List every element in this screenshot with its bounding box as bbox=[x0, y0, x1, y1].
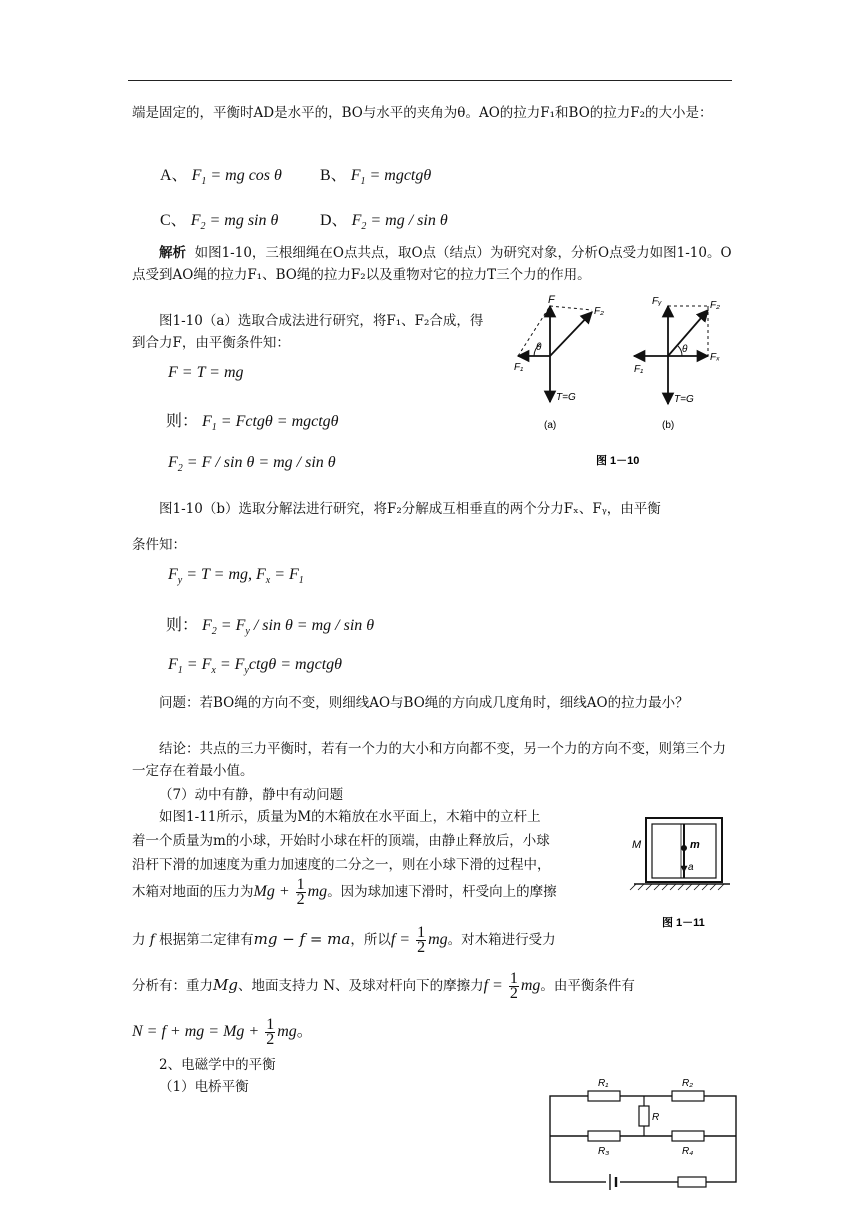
box-line-5-text-c: ，所以 bbox=[350, 932, 391, 949]
label-R1: R₁ bbox=[598, 1078, 609, 1089]
math-f-half: f = $\frac{1}{2}$ mg bbox=[390, 924, 448, 956]
option-a: A、 $F_1$ = mg cos θ bbox=[160, 167, 282, 188]
label-F2-b: F₂ bbox=[710, 300, 720, 311]
box-line-4-text-a: 木箱对地面的压力为 bbox=[132, 884, 254, 901]
method-b-line1: 图1-10（b）选取分解法进行研究，将F₂分解成互相垂直的两个分力Fₓ、Fᵧ，由平衡 bbox=[159, 501, 661, 517]
box-line-6-text-b: 、地面支持力 N、及球对杆向下的摩擦力 bbox=[237, 978, 484, 995]
math-newton: mg − f = ma bbox=[253, 930, 351, 949]
analysis-text: 如图1-10，三根细绳在O点共点，取O点（结点）为研究对象，分析O点受力如图1-10。O点受到AO绳的拉力F₁、BO绳的拉力F₂以及重物对它的拉力T三个力的作用。 bbox=[132, 245, 732, 283]
equation-5: 则： $F_2 = F_y / \sin \theta$ = mg / sin θ bbox=[166, 617, 375, 638]
label-M: M bbox=[632, 839, 642, 851]
option-d: D、 $F_2$ = mg / sin θ bbox=[320, 212, 448, 233]
math-Mg-half: Mg + $\frac{1}{2}$ mg bbox=[253, 876, 328, 908]
label-m: m bbox=[690, 839, 700, 851]
label-Fy: Fᵧ bbox=[652, 296, 662, 307]
box-line-6-text-a: 分析有：重力 bbox=[132, 978, 213, 995]
label-F2: F₂ bbox=[594, 306, 604, 317]
analysis-label: 解析 bbox=[159, 245, 186, 261]
question-paragraph: 问题：若BO绳的方向不变，则细线AO与BO绳的方向成几度角时，细线AO的拉力最小？ bbox=[159, 695, 689, 711]
conclusion-paragraph: 结论：共点的三力平衡时，若有一个力的大小和方向都不变，另一个力的方向不变，则第三个力一定存在着最小值。 bbox=[132, 741, 726, 779]
equation-7: N = f + mg = Mg + $\frac{1}{2}$ mg。 bbox=[132, 1016, 313, 1048]
box-line-6 bbox=[132, 972, 732, 1001]
analysis-paragraph bbox=[132, 242, 732, 286]
option-c: C、 $F_2$ = mg sin θ bbox=[160, 212, 279, 233]
section-7-heading: （7）动中有静，静中有动问题 bbox=[159, 787, 344, 803]
label-theta-b: θ bbox=[682, 344, 688, 355]
box-line-1: 如图1-11所示，质量为M的木箱放在水平面上，木箱中的立杆上 bbox=[159, 809, 541, 825]
method-b-line2: 条件知： bbox=[132, 537, 186, 553]
section-2-heading: 2、电磁学中的平衡 bbox=[159, 1057, 276, 1073]
intro-paragraph: 端是固定的，平衡时AD是水平的，BO与水平的夹角为θ。AO的拉力F₁和BO的拉力F₂的大小是： bbox=[132, 105, 713, 121]
label-T-a: T=G bbox=[556, 392, 576, 403]
equation-4: $F_y = T$ = mg, $F_x = F_1$ bbox=[168, 566, 304, 587]
label-a-accel: a bbox=[688, 862, 694, 873]
equation-2: 则： $F_1$ = Fctgθ = mgctgθ bbox=[166, 413, 339, 434]
label-R2: R₂ bbox=[682, 1078, 694, 1089]
math-f-half-2: f = $\frac{1}{2}$ mg bbox=[483, 970, 541, 1002]
box-line-4 bbox=[132, 878, 622, 907]
box-line-5-text-d: 。对木箱进行受力 bbox=[447, 932, 556, 949]
box-line-5 bbox=[132, 926, 622, 955]
label-F1: F₁ bbox=[514, 362, 524, 373]
equation-1: F = T = mg bbox=[168, 364, 244, 381]
math-f: f bbox=[149, 932, 155, 949]
box-line-3: 沿杆下滑的加速度为重力加速度的二分之一，则在小球下滑的过程中， bbox=[132, 857, 551, 873]
equation-6: $F_1 = F_x = F_yctg\theta$ = mgctgθ bbox=[168, 656, 343, 677]
label-T-b: T=G bbox=[674, 394, 694, 405]
label-F: F bbox=[548, 294, 555, 306]
label-b: (b) bbox=[662, 420, 675, 431]
box-line-6-text-c: 。由平衡条件有 bbox=[540, 978, 635, 995]
figure-1-10-caption: 图 1－10 bbox=[596, 455, 640, 467]
header-rule bbox=[128, 80, 732, 81]
figure-a-diagram bbox=[514, 294, 604, 431]
method-a-paragraph: 图1-10（a）选取合成法进行研究，将F₁、F₂合成，得到合力F，由平衡条件知： bbox=[132, 313, 484, 351]
box-line-5-text-a: 力 bbox=[132, 932, 146, 949]
label-R3: R₃ bbox=[598, 1146, 610, 1157]
label-Fx: Fₓ bbox=[710, 352, 720, 363]
box-line-5-text-b: 根据第二定律有 bbox=[159, 932, 254, 949]
figure-1-11 bbox=[626, 812, 736, 936]
figure-1-11-caption: 图 1－11 bbox=[662, 917, 705, 929]
label-theta-a: θ bbox=[536, 342, 542, 353]
label-F1-b: F₁ bbox=[634, 364, 644, 375]
box-line-2: 着一个质量为m的小球，开始时小球在杆的顶端，由静止释放后，小球 bbox=[132, 833, 550, 849]
option-b: B、 $F_1$ = mgctgθ bbox=[320, 167, 432, 188]
label-a: (a) bbox=[544, 420, 557, 431]
figure-1-10 bbox=[500, 292, 740, 470]
section-2-1-heading: （1）电桥平衡 bbox=[159, 1079, 249, 1095]
math-Mg: Mg bbox=[213, 976, 238, 995]
figure-b-diagram bbox=[634, 296, 720, 431]
box-line-4-text-b: 。因为球加速下滑时，杆受向上的摩擦 bbox=[327, 884, 557, 901]
bridge-circuit-figure bbox=[548, 1074, 738, 1194]
label-R: R bbox=[652, 1112, 660, 1123]
label-R4: R₄ bbox=[682, 1146, 694, 1157]
equation-3: $F_2 = F / \sin \theta$ = mg / sin θ bbox=[168, 454, 336, 475]
